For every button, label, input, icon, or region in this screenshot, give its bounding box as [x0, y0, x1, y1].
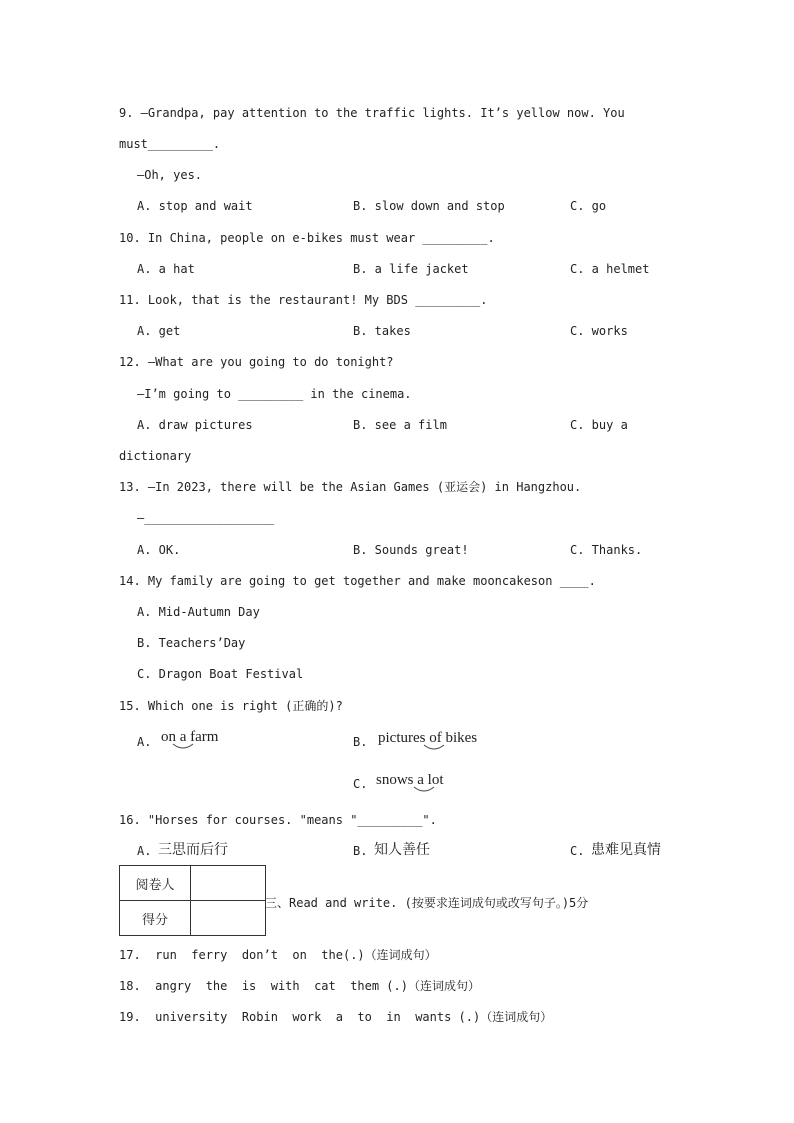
q9-option-c: C. go: [570, 199, 607, 213]
q15-option-c-text: snows a lot: [376, 772, 444, 788]
q16-option-a-text: 三思而后行: [158, 842, 228, 858]
q12-option-b: B. see a film: [353, 418, 447, 432]
q16-option-b-letter: B.: [353, 844, 368, 858]
q13-stem: 13. —In 2023, there will be the Asian Games (亚运会) in Hangzhou.: [119, 480, 582, 494]
q10-option-b: B. a life jacket: [353, 262, 469, 276]
section-3-title: 三、Read and write. (按要求连词成句或改写句子。)5分: [265, 896, 589, 910]
q10-option-a: A. a hat: [137, 262, 195, 276]
q11-option-a: A. get: [137, 324, 181, 338]
reviewer-label: 阅卷人: [120, 866, 191, 901]
q15-option-a-text: on a farm: [161, 729, 219, 745]
q11-option-b: B. takes: [353, 324, 411, 338]
q13-option-b: B. Sounds great!: [353, 543, 469, 557]
q17: 17. run ferry don’t on the(.)（连词成句）: [119, 948, 437, 962]
liaison-arc-icon: [172, 743, 194, 751]
q18: 18. angry the is with cat them (.)（连词成句）: [119, 979, 480, 993]
q10-option-c: C. a helmet: [570, 262, 650, 276]
score-label: 得分: [120, 901, 191, 936]
q13-option-c: C. Thanks.: [570, 543, 643, 557]
q9-option-a: A. stop and wait: [137, 199, 253, 213]
q13-line2: —__________________: [137, 511, 275, 525]
q9-option-b: B. slow down and stop: [353, 199, 505, 213]
q14-stem: 14. My family are going to get together and make mooncakeson ____.: [119, 574, 596, 588]
q14-option-b: B. Teachers’Day: [137, 636, 246, 650]
q19: 19. university Robin work a to in wants (.)（连词成句）: [119, 1010, 553, 1024]
q13-option-a: A. OK.: [137, 543, 181, 557]
q16-option-c-text: 患难见真情: [591, 842, 661, 858]
q9-line1: 9. —Grandpa, pay attention to the traffic lights. It’s yellow now. You: [119, 106, 625, 120]
q16-option-b-text: 知人善任: [374, 842, 430, 858]
q15-option-c-letter: C.: [353, 777, 368, 791]
q15-option-b-text: pictures of bikes: [378, 730, 478, 746]
q9-line2: must_________.: [119, 137, 221, 151]
q12-option-c-wrap: dictionary: [119, 449, 192, 463]
score-table: [119, 865, 266, 936]
q11-option-c: C. works: [570, 324, 628, 338]
q9-line3: —Oh, yes.: [137, 168, 203, 182]
reviewer-cell: [191, 866, 266, 901]
q12-line2: —I’m going to _________ in the cinema.: [137, 387, 412, 401]
liaison-arc-icon: [423, 744, 445, 752]
q15-stem: 15. Which one is right (正确的)?: [119, 699, 343, 713]
q12-option-c: C. buy a: [570, 418, 628, 432]
score-cell: [191, 901, 266, 936]
q15-option-b-letter: B.: [353, 735, 368, 749]
q14-option-a: A. Mid-Autumn Day: [137, 605, 260, 619]
q15-option-a-letter: A.: [137, 735, 152, 749]
q14-option-c: C. Dragon Boat Festival: [137, 667, 304, 681]
q12-line1: 12. —What are you going to do tonight?: [119, 355, 394, 369]
q12-option-a: A. draw pictures: [137, 418, 253, 432]
q10-stem: 10. In China, people on e-bikes must wear _________.: [119, 231, 495, 245]
q11-stem: 11. Look, that is the restaurant! My BDS _________.: [119, 293, 488, 307]
liaison-arc-icon: [413, 786, 435, 794]
q16-option-c-letter: C.: [570, 844, 585, 858]
q16-stem: 16. "Horses for courses. "means "_________".: [119, 813, 437, 827]
q16-option-a-letter: A.: [137, 844, 152, 858]
